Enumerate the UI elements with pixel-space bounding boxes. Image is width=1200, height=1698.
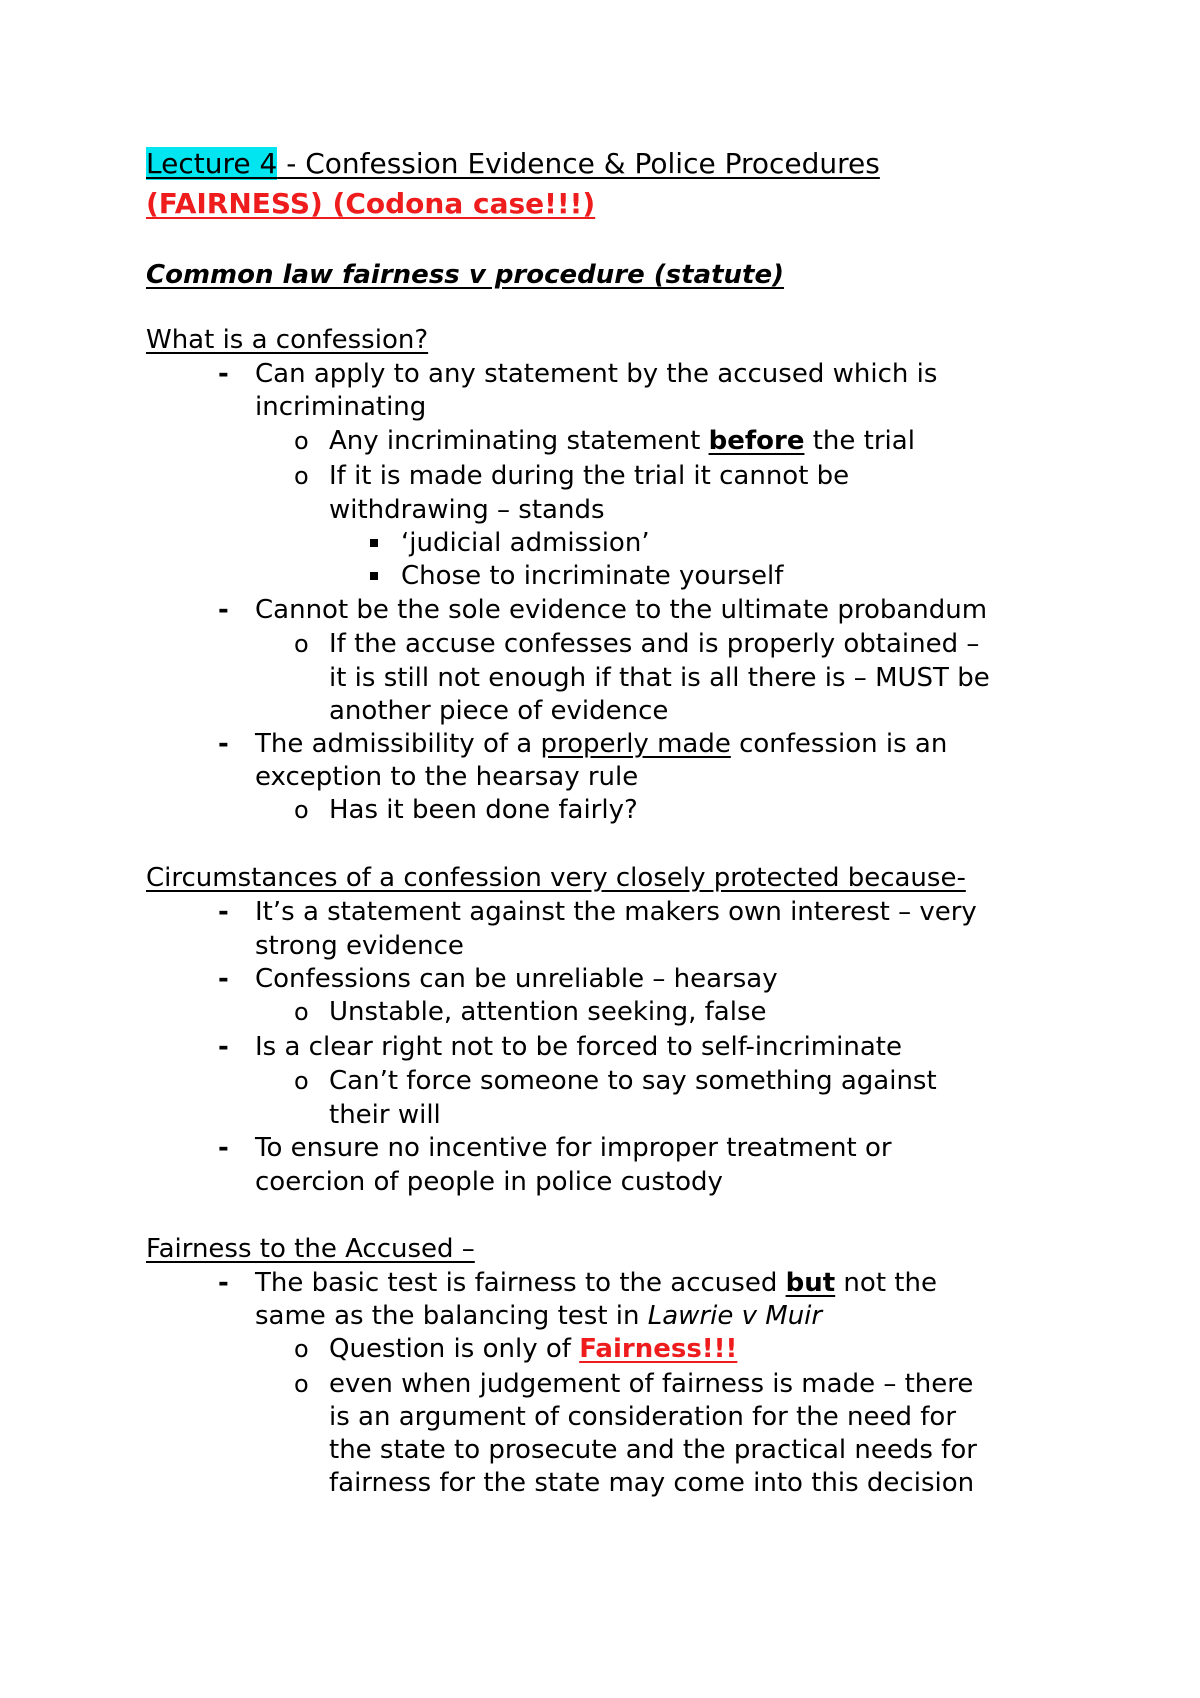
lecture-title bbox=[146, 145, 880, 183]
sub-bullet-text: is an argument of consideration for the need for bbox=[329, 1402, 957, 1432]
emphasis-fairness: Fairness!!! bbox=[579, 1334, 738, 1364]
emphasis-but: but bbox=[785, 1268, 836, 1298]
square-bullet bbox=[370, 572, 378, 580]
bullet-text: Cannot be the sole evidence to the ultimate probandum bbox=[255, 595, 988, 625]
circle-bullet: o bbox=[294, 630, 309, 658]
dash-bullet: - bbox=[218, 1133, 229, 1163]
dash-bullet: - bbox=[218, 897, 229, 927]
tertiary-bullet-text: Chose to incriminate yourself bbox=[401, 561, 784, 591]
sub-bullet-text: withdrawing – stands bbox=[329, 495, 605, 525]
emphasis-properly-made: properly made bbox=[540, 729, 731, 759]
circle-bullet: o bbox=[294, 462, 309, 490]
circle-bullet: o bbox=[294, 1370, 309, 1398]
section-heading-circumstances: Circumstances of a confession very closely protected because- bbox=[146, 863, 966, 893]
sub-bullet-part: Any incriminating statement bbox=[329, 426, 709, 456]
dash-bullet: - bbox=[218, 964, 229, 994]
bullet-text: incriminating bbox=[255, 392, 427, 422]
bullet-text bbox=[255, 1266, 937, 1300]
circle-bullet: o bbox=[294, 796, 309, 824]
bullet-part: The basic test is fairness to the accused bbox=[255, 1268, 786, 1298]
circle-bullet: o bbox=[294, 1067, 309, 1095]
sub-bullet-text: it is still not enough if that is all there is – MUST be bbox=[329, 663, 990, 693]
case-name: Lawrie v Muir bbox=[647, 1301, 823, 1331]
sub-bullet-part: Question is only of bbox=[329, 1334, 580, 1364]
sub-bullet-text: If it is made during the trial it cannot be bbox=[329, 461, 850, 491]
bullet-text: exception to the hearsay rule bbox=[255, 762, 639, 792]
circle-bullet: o bbox=[294, 1335, 309, 1363]
lecture-topic: - Confession Evidence & Police Procedures bbox=[277, 147, 880, 180]
dash-bullet: - bbox=[218, 359, 229, 389]
square-bullet bbox=[370, 539, 378, 547]
bullet-text bbox=[255, 727, 947, 761]
lecture-number: Lecture 4 bbox=[146, 147, 278, 180]
sub-bullet-text bbox=[329, 1332, 737, 1366]
lecture-tags bbox=[146, 185, 595, 223]
bullet-part: not the bbox=[835, 1268, 937, 1298]
sub-bullet-text: another piece of evidence bbox=[329, 696, 669, 726]
lecture-tags-text: (FAIRNESS) (Codona case!!!) bbox=[146, 187, 596, 220]
bullet-text: Is a clear right not to be forced to self-incriminate bbox=[255, 1032, 902, 1062]
bullet-text: Can apply to any statement by the accused which is bbox=[255, 359, 938, 389]
bullet-part: same as the balancing test in bbox=[255, 1301, 648, 1331]
sub-bullet-text: Can’t force someone to say something against bbox=[329, 1066, 937, 1096]
bullet-text: It’s a statement against the makers own interest – very bbox=[255, 897, 977, 927]
sub-bullet-text: Has it been done fairly? bbox=[329, 795, 638, 825]
emphasis-before: before bbox=[708, 426, 805, 456]
sub-bullet-text: even when judgement of fairness is made – there bbox=[329, 1369, 974, 1399]
bullet-text: strong evidence bbox=[255, 931, 464, 961]
sub-bullet-part: the trial bbox=[804, 426, 915, 456]
bullet-part: The admissibility of a bbox=[255, 729, 541, 759]
subheading: Common law fairness v procedure (statute) bbox=[146, 260, 785, 290]
bullet-text bbox=[255, 1299, 822, 1333]
sub-bullet-text bbox=[329, 424, 915, 458]
bullet-text: To ensure no incentive for improper treatment or bbox=[255, 1133, 892, 1163]
sub-bullet-text: their will bbox=[329, 1100, 441, 1130]
circle-bullet: o bbox=[294, 427, 309, 455]
section-heading-confession: What is a confession? bbox=[146, 325, 429, 355]
bullet-text: Confessions can be unreliable – hearsay bbox=[255, 964, 778, 994]
dash-bullet: - bbox=[218, 595, 229, 625]
circle-bullet: o bbox=[294, 998, 309, 1026]
sub-bullet-text: If the accuse confesses and is properly obtained – bbox=[329, 629, 980, 659]
section-heading-fairness: Fairness to the Accused – bbox=[146, 1234, 475, 1264]
sub-bullet-text: the state to prosecute and the practical needs for bbox=[329, 1435, 977, 1465]
dash-bullet: - bbox=[218, 729, 229, 759]
bullet-part: confession is an bbox=[730, 729, 948, 759]
tertiary-bullet-text: ‘judicial admission’ bbox=[401, 528, 650, 558]
bullet-text: coercion of people in police custody bbox=[255, 1167, 723, 1197]
sub-bullet-text: fairness for the state may come into this decision bbox=[329, 1468, 975, 1498]
dash-bullet: - bbox=[218, 1268, 229, 1298]
dash-bullet: - bbox=[218, 1032, 229, 1062]
sub-bullet-text: Unstable, attention seeking, false bbox=[329, 997, 767, 1027]
